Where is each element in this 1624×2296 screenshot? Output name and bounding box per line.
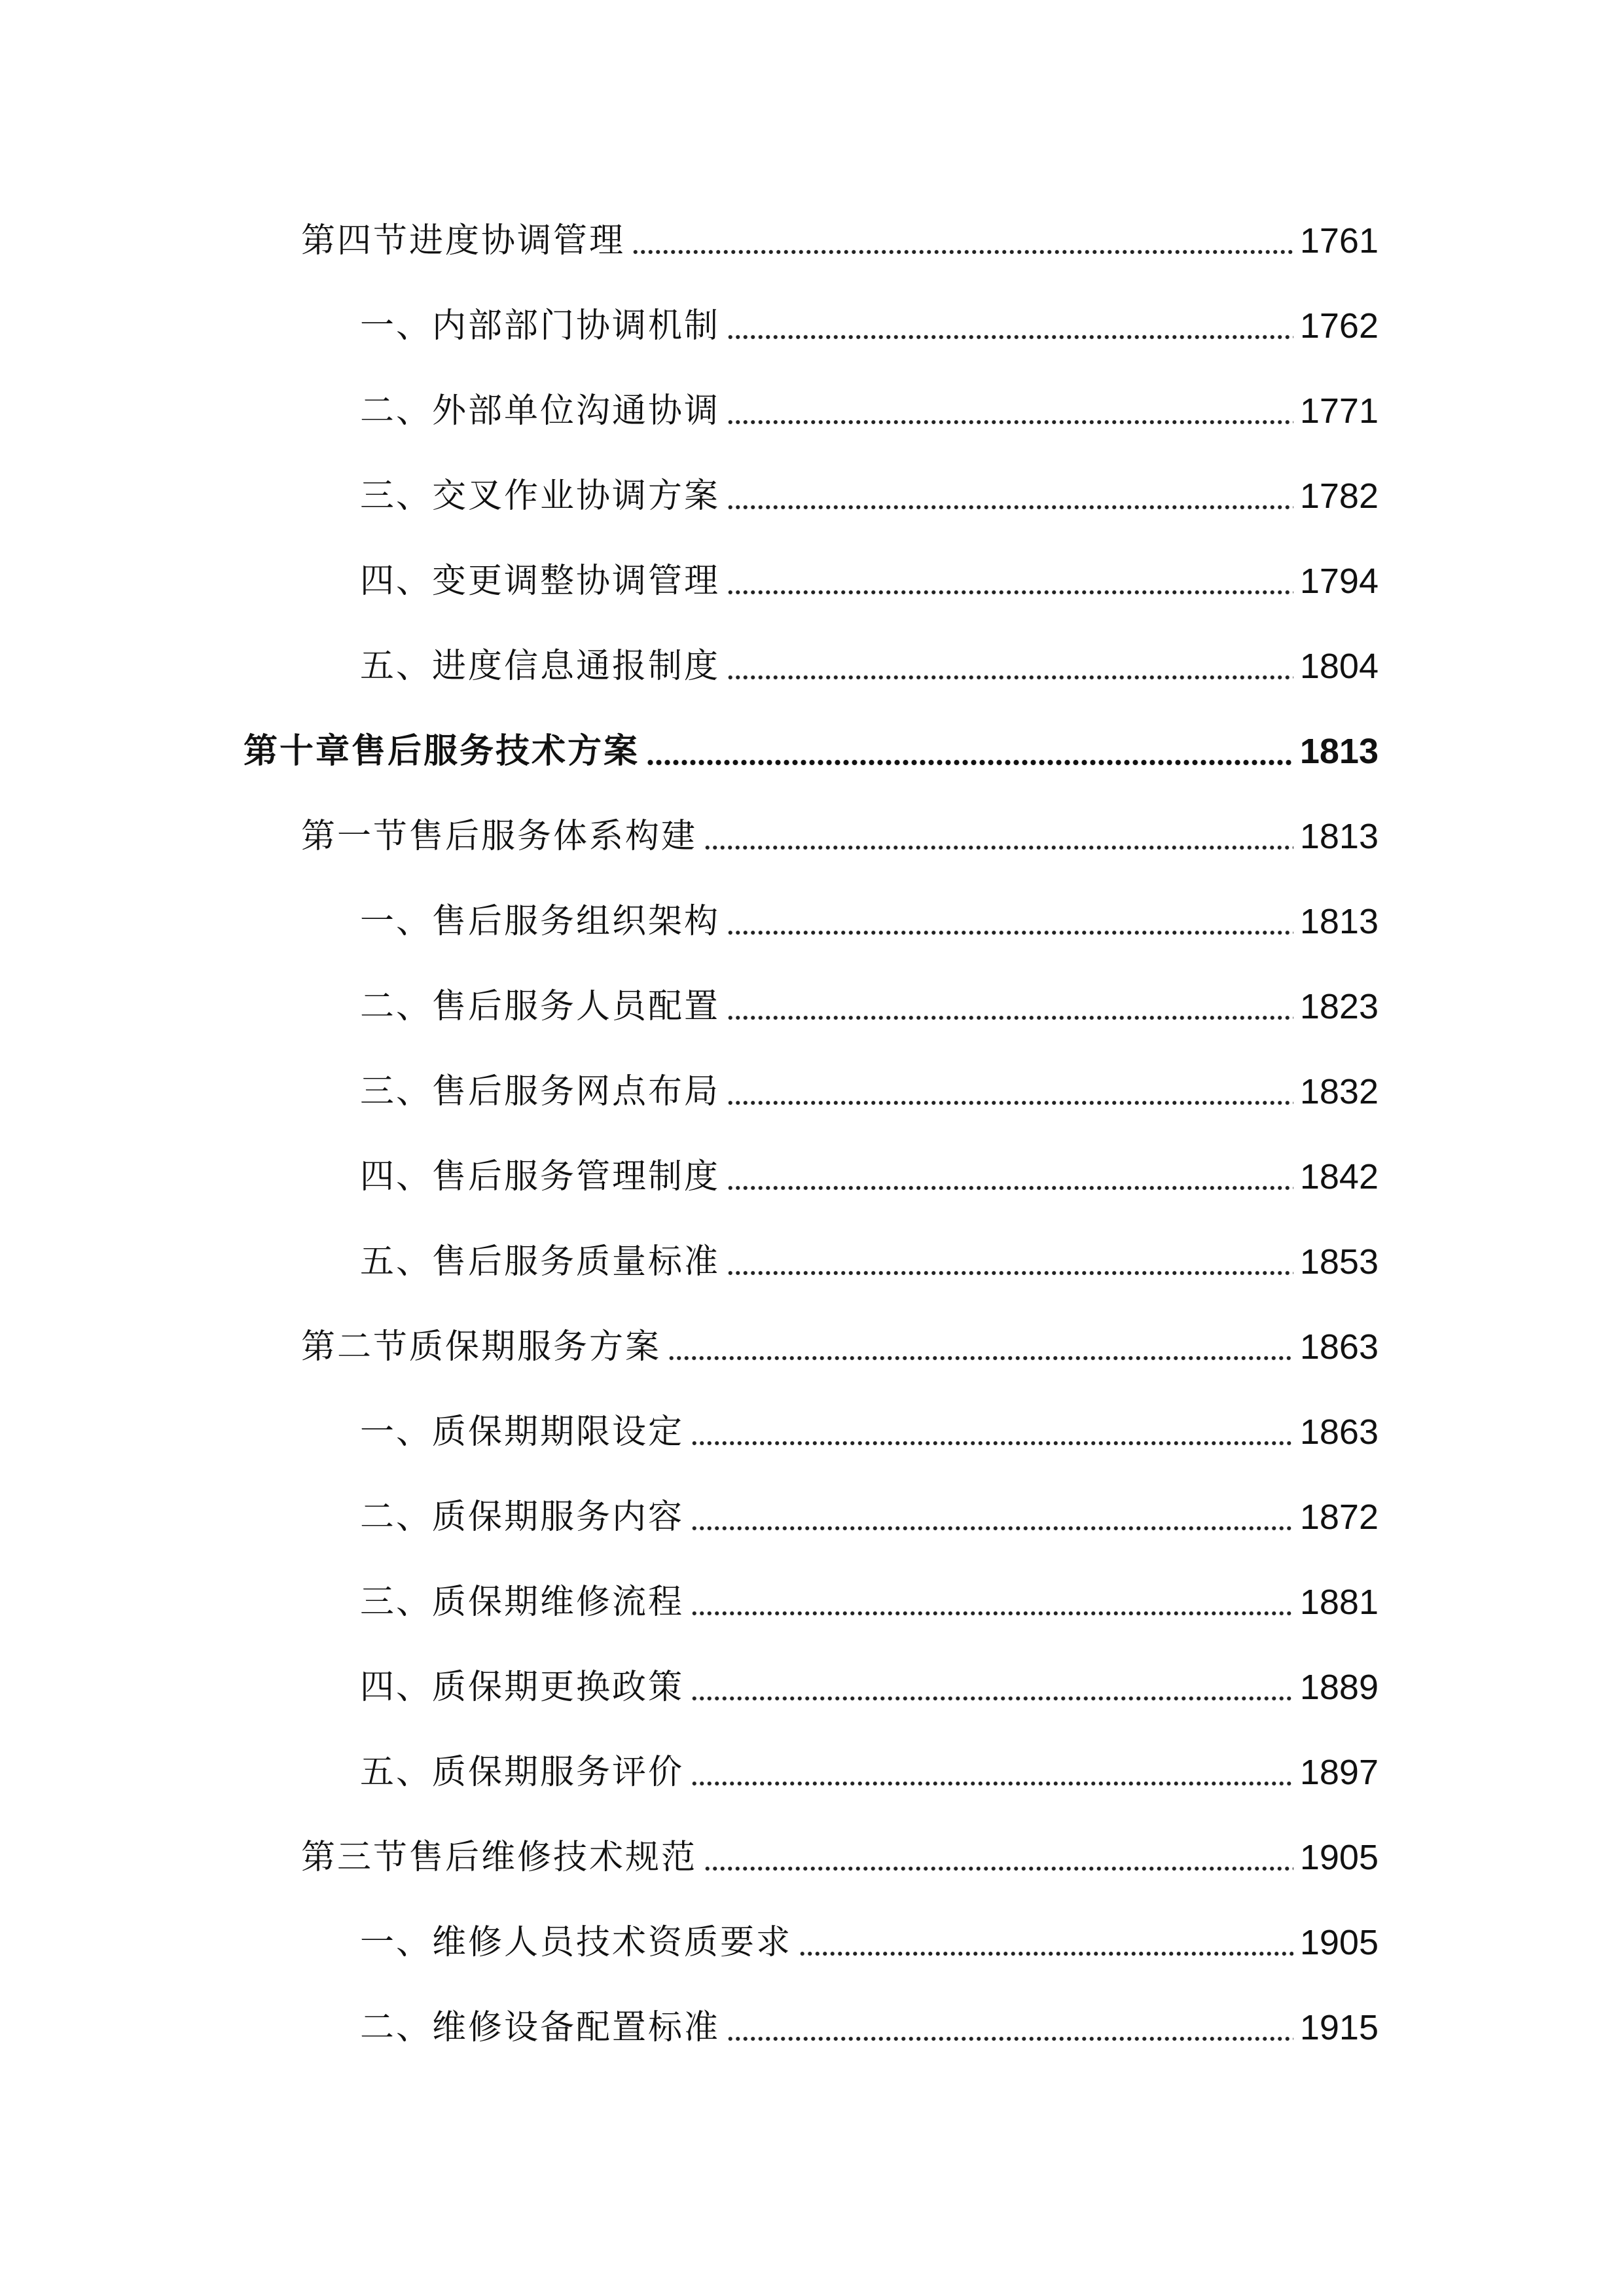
toc-dot-leader [727, 979, 1293, 1034]
toc-entry-title: 第二节质保期服务方案 [301, 1327, 662, 1367]
toc-dot-leader [727, 1234, 1293, 1289]
toc-dot-leader [727, 1149, 1293, 1204]
toc-subsection-entry[interactable] [360, 894, 1379, 949]
toc-entry-title: 五、进度信息通报制度 [360, 647, 721, 686]
toc-subsection-entry[interactable] [360, 1149, 1379, 1204]
toc-entry-title: 第三节售后维修技术规范 [301, 1838, 698, 1877]
toc-entry-title: 五、质保期服务评价 [360, 1753, 685, 1792]
toc-section-entry[interactable] [301, 1319, 1379, 1374]
toc-entry-title: 第十章售后服务技术方案 [244, 732, 640, 771]
toc-subsection-entry[interactable] [360, 1575, 1379, 1630]
toc-subsection-entry[interactable] [360, 1660, 1379, 1715]
toc-subsection-entry[interactable] [360, 384, 1379, 439]
toc-entry-title: 二、外部单位沟通协调 [360, 391, 721, 431]
toc-dot-leader [727, 894, 1293, 949]
toc-entry-title: 二、质保期服务内容 [360, 1498, 685, 1537]
toc-dot-leader [632, 213, 1293, 268]
toc-dot-leader [691, 1745, 1293, 1800]
toc-entry-page-number: 1804 [1299, 647, 1379, 686]
toc-entry-title: 三、质保期维修流程 [360, 1583, 685, 1622]
toc-dot-leader [727, 554, 1293, 609]
toc-subsection-entry[interactable] [360, 1745, 1379, 1800]
toc-subsection-entry[interactable] [360, 2000, 1379, 2055]
toc-entry-page-number: 1905 [1299, 1923, 1379, 1962]
toc-subsection-entry[interactable] [360, 1490, 1379, 1545]
toc-dot-leader [727, 298, 1293, 353]
toc-dot-leader [668, 1319, 1293, 1374]
toc-entry-title: 二、售后服务人员配置 [360, 987, 721, 1026]
toc-entry-title: 一、内部部门协调机制 [360, 306, 721, 346]
toc-dot-leader [727, 1064, 1293, 1119]
toc-entry-title: 四、质保期更换政策 [360, 1668, 685, 1707]
toc-entry-page-number: 1842 [1299, 1157, 1379, 1196]
toc-entry-page-number: 1813 [1299, 902, 1379, 941]
toc-entry-page-number: 1905 [1299, 1838, 1379, 1877]
toc-entry-page-number: 1872 [1299, 1498, 1379, 1537]
toc-subsection-entry[interactable] [360, 554, 1379, 609]
toc-chapter-entry[interactable] [244, 724, 1379, 779]
toc-entry-page-number: 1771 [1299, 391, 1379, 431]
toc-subsection-entry[interactable] [360, 1915, 1379, 1970]
toc-entry-page-number: 1762 [1299, 306, 1379, 346]
toc-entry-page-number: 1915 [1299, 2008, 1379, 2047]
toc-entry-title: 四、变更调整协调管理 [360, 562, 721, 601]
toc-entry-title: 四、售后服务管理制度 [360, 1157, 721, 1196]
toc-subsection-entry[interactable] [360, 1234, 1379, 1289]
toc-dot-leader [691, 1405, 1293, 1460]
toc-subsection-entry[interactable] [360, 1405, 1379, 1460]
toc-entry-page-number: 1897 [1299, 1753, 1379, 1792]
toc-section-entry[interactable] [301, 1830, 1379, 1885]
toc-entry-page-number: 1823 [1299, 987, 1379, 1026]
toc-dot-leader [727, 639, 1293, 694]
toc-subsection-entry[interactable] [360, 979, 1379, 1034]
toc-entry-title: 第四节进度协调管理 [301, 221, 626, 260]
toc-entry-page-number: 1863 [1299, 1412, 1379, 1452]
toc-entry-title: 一、售后服务组织架构 [360, 902, 721, 941]
toc-entry-page-number: 1794 [1299, 562, 1379, 601]
toc-entry-page-number: 1813 [1299, 817, 1379, 856]
toc-entry-title: 三、交叉作业协调方案 [360, 476, 721, 516]
toc-entry-title: 第一节售后服务体系构建 [301, 817, 698, 856]
toc-dot-leader [691, 1575, 1293, 1630]
toc-dot-leader [727, 384, 1293, 439]
toc-entry-title: 一、维修人员技术资质要求 [360, 1923, 793, 1962]
toc-entry-page-number: 1813 [1299, 732, 1379, 771]
toc-entry-title: 五、售后服务质量标准 [360, 1242, 721, 1282]
toc-dot-leader [704, 1830, 1293, 1885]
toc-dot-leader [646, 724, 1293, 779]
toc-dot-leader [704, 809, 1293, 864]
toc-dot-leader [691, 1490, 1293, 1545]
toc-section-entry[interactable] [301, 213, 1379, 268]
toc-entry-page-number: 1863 [1299, 1327, 1379, 1367]
toc-entry-title: 二、维修设备配置标准 [360, 2008, 721, 2047]
toc-entry-page-number: 1761 [1299, 221, 1379, 260]
toc-dot-leader [727, 469, 1293, 524]
toc-entry-page-number: 1889 [1299, 1668, 1379, 1707]
toc-entry-title: 一、质保期期限设定 [360, 1412, 685, 1452]
toc-dot-leader [727, 2000, 1293, 2055]
toc-entry-page-number: 1782 [1299, 476, 1379, 516]
toc-subsection-entry[interactable] [360, 298, 1379, 353]
toc-subsection-entry[interactable] [360, 1064, 1379, 1119]
toc-section-entry[interactable] [301, 809, 1379, 864]
toc-subsection-entry[interactable] [360, 469, 1379, 524]
toc-entry-page-number: 1832 [1299, 1072, 1379, 1111]
toc-entry-title: 三、售后服务网点布局 [360, 1072, 721, 1111]
toc-entry-page-number: 1853 [1299, 1242, 1379, 1282]
toc-dot-leader [799, 1915, 1293, 1970]
toc-dot-leader [691, 1660, 1293, 1715]
toc-entry-page-number: 1881 [1299, 1583, 1379, 1622]
toc-subsection-entry[interactable] [360, 639, 1379, 694]
